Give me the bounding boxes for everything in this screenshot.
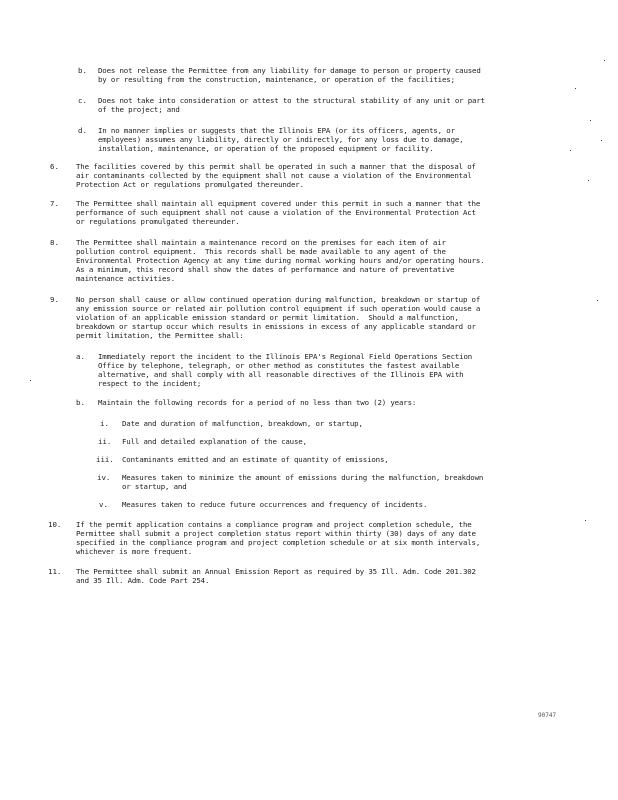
item-i-line-1: Date and duration of malfunction, breakdown, or startup,: [122, 419, 363, 428]
item-label-ii: ii.: [98, 437, 112, 446]
item-label-7: 7.: [50, 199, 59, 208]
item-9-line-1: No person shall cause or allow continued operation during malfunction, breakdown or startup of: [76, 295, 481, 304]
item-iii-line-1: Contaminants emitted and an estimate of quantity of emissions,: [122, 455, 389, 464]
item-label-b: b.: [78, 66, 87, 75]
item-iv-line-1: Measures taken to minimize the amount of emissions during the malfunction, breakdown: [122, 473, 484, 482]
item-ii-line-1: Full and detailed explanation of the cause,: [122, 437, 307, 446]
item-7-line-2: performance of such equipment shall not cause a violation of the Environmental Protection Act: [76, 208, 476, 217]
item-9a-line-1: Immediately report the incident to the Illinois EPA's Regional Field Operations Section: [98, 352, 473, 361]
item-c-line-1: Does not take into consideration or attest to the structural stability of any unit or part: [98, 96, 485, 105]
item-d-line-3: installation, maintenance, or operation of the proposed equipment or facility.: [98, 144, 434, 153]
item-9a-line-3: alternative, and shall comply with all reasonable directives of the Illinois EPA with: [98, 370, 464, 379]
item-label-iii: iii.: [96, 455, 114, 464]
item-9-line-5: permit limitation, the Permittee shall:: [76, 331, 244, 340]
item-7-line-3: or regulations promulgated thereunder.: [76, 217, 240, 226]
item-8-line-1: The Permittee shall maintain a maintenance record on the premises for each item of air: [76, 238, 446, 247]
item-10-line-4: whichever is more frequent.: [76, 547, 193, 556]
item-7-line-1: The Permittee shall maintain all equipment covered under this permit in such a manner that the: [76, 199, 481, 208]
item-label-i: i.: [100, 419, 109, 428]
item-label-c: c.: [78, 96, 87, 105]
item-8-line-3: Environmental Protection Agency at any time during normal working hours and/or operating hours.: [76, 256, 485, 265]
item-8-line-4: As a minimum, this record shall show the dates of performance and nature of preventative: [76, 265, 455, 274]
item-d-line-2: employees) assumes any liability, directly or indirectly, for any loss due to damage,: [98, 135, 464, 144]
item-9b-line-1: Maintain the following records for a period of no less than two (2) years:: [98, 398, 417, 407]
item-8-line-2: pollution control equipment. This records shall be made available to any agent of the: [76, 247, 446, 256]
item-10-line-2: Permittee shall submit a project completion status report within thirty (30) days of any date: [76, 529, 476, 538]
item-11-line-2: and 35 Ill. Adm. Code Part 254.: [76, 576, 210, 585]
item-6-line-3: Protection Act or regulations promulgated thereunder.: [76, 180, 304, 189]
item-b-line-1: Does not release the Permittee from any liability for damage to person or property caused: [98, 66, 481, 75]
item-c-line-2: of the project; and: [98, 105, 180, 114]
item-iv-line-2: or startup, and: [122, 482, 187, 491]
item-9-line-4: breakdown or startup occur which results in emissions in excess of any applicable standard or: [76, 322, 476, 331]
item-label-d: d.: [78, 126, 87, 135]
item-v-line-1: Measures taken to reduce future occurrences and frequency of incidents.: [122, 500, 428, 509]
item-9-line-3: violation of an applicable emission standard or permit limitation. Should a malfunction,: [76, 313, 459, 322]
item-label-v: v.: [99, 500, 108, 509]
item-b-line-2: by or resulting from the construction, maintenance, or operation of the facilities;: [98, 75, 455, 84]
item-d-line-1: In no manner implies or suggests that the Illinois EPA (or its officers, agents, or: [98, 126, 455, 135]
item-9-line-2: any emission source or related air pollution control equipment if such operation would cause a: [76, 304, 481, 313]
item-label-6: 6.: [50, 162, 59, 171]
item-label-9: 9.: [50, 295, 59, 304]
item-11-line-1: The Permittee shall submit an Annual Emission Report as required by 35 Ill. Adm. Code 201.302: [76, 567, 476, 576]
item-10-line-3: specified in the compliance program and project completion schedule or at six month intervals,: [76, 538, 481, 547]
item-label-11: 11.: [48, 567, 62, 576]
item-label-10: 10.: [48, 520, 62, 529]
item-9a-line-2: Office by telephone, telegraph, or other method as constitutes the fastest available: [98, 361, 460, 370]
item-9a-line-4: respect to the incident;: [98, 379, 202, 388]
item-8-line-5: maintenance activities.: [76, 274, 175, 283]
item-label-9b: b.: [76, 398, 85, 407]
item-6-line-2: air contaminants collected by the equipment shall not cause a violation of the Environmental: [76, 171, 472, 180]
item-label-iv: iv.: [97, 473, 111, 482]
item-label-8: 8.: [50, 238, 59, 247]
item-6-line-1: The facilities covered by this permit shall be operated in such a manner that the disposal of: [76, 162, 476, 171]
item-10-line-1: If the permit application contains a compliance program and project completion schedule, the: [76, 520, 472, 529]
item-label-9a: a.: [76, 352, 85, 361]
footer-code: 90747: [538, 712, 557, 719]
